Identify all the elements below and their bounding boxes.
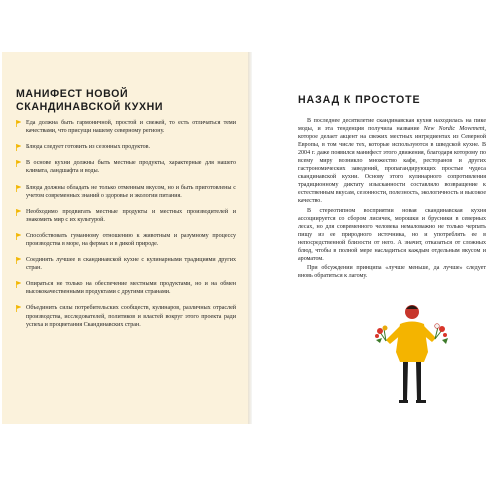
manifesto-title-line1: МАНИФЕСТ НОВОЙ [16, 88, 129, 100]
list-item-text: Опираться не только на обеспечение местными продуктами, но и на обмен высококачественными продуктами с другими странами. [26, 281, 236, 296]
paragraph-1-end: , которое делает акцент на свежих местных ингредиентах из Северной Европы, в том числе тех, которые используются в шведской кухне. В 2004 г. даже появился манифест этого движения, благодаря которому по всему миру возникло множество кафе, ресторанов и других гастрономических заведений, пропагандирующих простые чудеса скандинавской кухни. Основу этого кулинарного сопротивления традиционному диктату изысканности составляло возвращение к естественным вкусам, сезонности, полезность, экологичность и высокое качество. [298, 126, 486, 205]
flag-icon [16, 209, 21, 216]
person-with-flowers-illustration [372, 300, 452, 410]
list-item-text: Способствовать гуманному отношению к животным и разумному процессу производства в море, на фермах и в дикой природе. [26, 232, 236, 247]
manifesto-title [16, 88, 236, 113]
left-page [2, 52, 248, 424]
flag-icon [16, 120, 21, 127]
paragraph-1 [298, 117, 486, 206]
paragraph-1-start: В последнее десятилетие скандинавская кухня находилась на пике моды, и эта тенденция получила название [298, 118, 486, 133]
list-item [16, 208, 236, 224]
section-title: НАЗАД К ПРОСТОТЕ [298, 94, 421, 106]
flag-icon [16, 233, 21, 240]
list-item [16, 184, 236, 200]
list-item-text: Еда должна быть гармоничной, простой и свежей, то есть отличаться теми качествами, что присущи нашему северному региону. [26, 120, 236, 135]
flag-icon [16, 281, 21, 288]
sweater-icon [396, 322, 428, 363]
list-item [16, 119, 236, 135]
right-page [252, 52, 498, 424]
list-item [16, 280, 236, 296]
list-item-text: Соединять лучшее в скандинавской кухне с кулинарными традициями других стран. [26, 257, 236, 272]
flag-icon [16, 160, 21, 167]
manifesto-title-line2: СКАНДИНАВСКОЙ КУХНИ [16, 100, 164, 113]
flag-icon [16, 185, 21, 192]
flower-icon [439, 326, 445, 332]
list-item [16, 159, 236, 175]
list-item-text: Блюда должны обладать не только отменным вкусом, но и быть приготовлены с учетом современных знаний о здоровье и экологии питания. [26, 184, 236, 199]
list-item-text: В основе кухни должны быть местные продукты, характерные для нашего климата, ландшафта и воды. [26, 160, 236, 175]
list-item-text: Необходимо продвигать местные продукты и местных производителей и знакомить мир с их культурой. [26, 208, 236, 223]
paragraph-3: При обсуждении принципа «лучше меньше, да лучше» следует вновь обратиться к лагому. [298, 264, 486, 279]
paragraph-2: В стереотипном восприятии новая скандинавская кухня ассоциируется со сбором лисичек, морошки и брусники в северных лесах, но для современного человека немаловажно не только черпать пищу из ее природного источника, но и употреблять ее в непосредственной близости от него. А значит, отказаться от сложных блюд, чтобы в полной мере насладиться каждым отдельным вкусом и ароматом. [298, 207, 486, 262]
flower-icon [377, 328, 383, 334]
legs-icon [403, 362, 408, 400]
manifesto-list [16, 119, 236, 329]
list-item [16, 143, 236, 151]
book-spread [0, 52, 500, 424]
list-item [16, 232, 236, 248]
list-item [16, 304, 236, 328]
flag-icon [16, 144, 21, 151]
list-item-text: Блюда следует готовить из сезонных продуктов. [26, 144, 151, 151]
list-item-text: Объединить силы потребительских сообществ, кулинаров, различных отраслей производства, исследователей, политиков и властей вокруг этого проекта ради успеха и процветания Скандинавских стран. [26, 305, 236, 328]
flag-icon [16, 305, 21, 312]
list-item [16, 256, 236, 272]
flag-icon [16, 257, 21, 264]
italic-term: New Nordic Movement [423, 126, 485, 133]
